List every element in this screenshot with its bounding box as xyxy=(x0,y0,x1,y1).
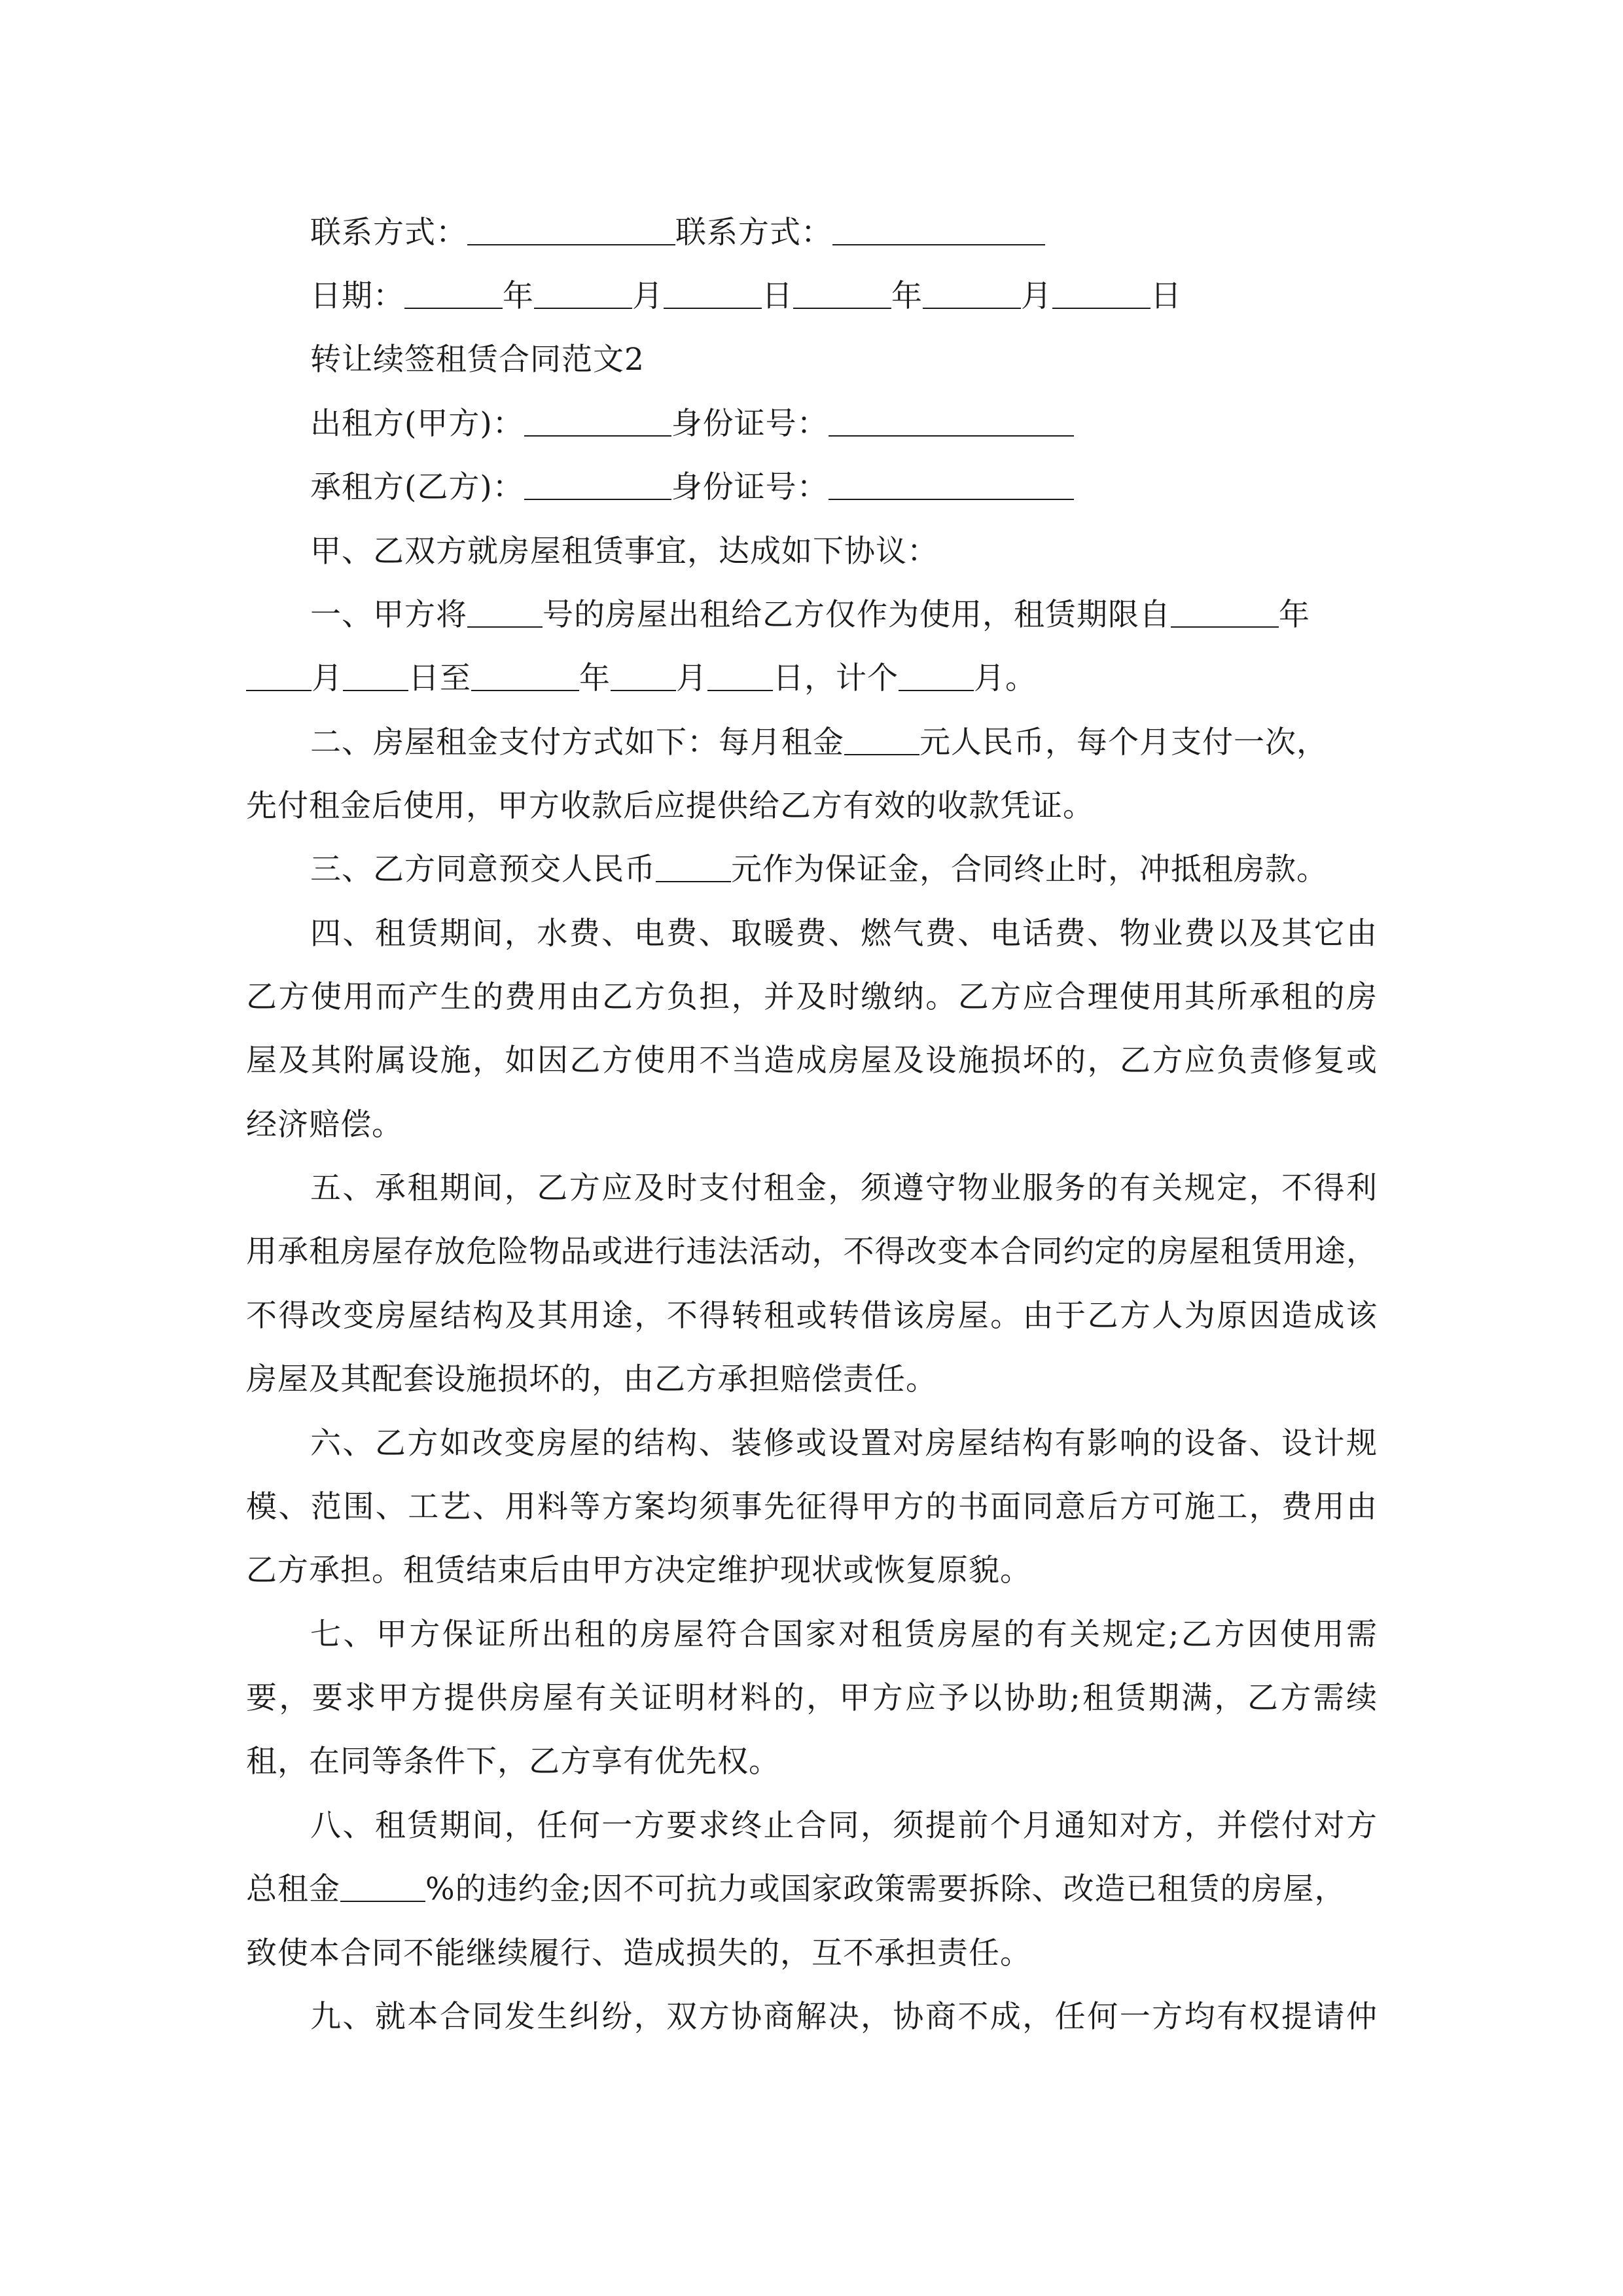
date-month: 月 xyxy=(632,278,664,314)
clause1-text-h: 日，计个 xyxy=(773,660,899,696)
clause8-line3: 致使本合同不能继续履行、造成损失的，互不承担责任。 xyxy=(246,1935,1031,1971)
lessor-line xyxy=(310,399,1074,443)
clause2-line2: 先付租金后使用，甲方收款后应提供给乙方有效的收款凭证。 xyxy=(246,788,1094,824)
intro-line: 甲、乙双方就房屋租赁事宜，达成如下协议： xyxy=(310,533,938,569)
doc-title: 转让续签租赁合同范文2 xyxy=(310,342,645,378)
clause7-line3: 租，在同等条件下，乙方享有优先权。 xyxy=(246,1744,780,1780)
clause1-text-c: 年 xyxy=(1279,597,1310,633)
date-year: 年 xyxy=(503,278,534,314)
lessor-id-label: 身份证号： xyxy=(671,406,829,442)
date-month-2: 月 xyxy=(1021,278,1052,314)
contact-line xyxy=(310,208,1045,252)
contact-label-a: 联系方式： xyxy=(310,215,467,251)
contact-blank-a xyxy=(467,218,675,245)
clause2-text-a: 二、房屋租金支付方式如下：每月租金 xyxy=(310,725,844,761)
contact-blank-b xyxy=(832,218,1045,245)
clause7-line2: 要，要求甲方提供房屋有关证明材料的，甲方应予以协助;租赁期满，乙方需续 xyxy=(246,1680,1378,1716)
date-year-2: 年 xyxy=(891,278,923,314)
contact-label-b: 联系方式： xyxy=(675,215,832,251)
clause5-line1: 五、承租期间，乙方应及时支付租金，须遵守物业服务的有关规定，不得利 xyxy=(310,1170,1378,1206)
clause8-text-b: %的违约金;因不可抗力或国家政策需要拆除、改造已租赁的房屋， xyxy=(425,1871,1346,1907)
clause3-text-a: 三、乙方同意预交人民币 xyxy=(310,852,656,888)
clause1-text-e: 日至 xyxy=(408,660,471,696)
clause6-line2: 模、范围、工艺、用料等方案均须事先征得甲方的书面同意后方可施工，费用由 xyxy=(246,1489,1378,1525)
clause3-line xyxy=(310,845,1328,889)
clause1-text-b: 号的房屋出租给乙方仅作为使用，租赁期限自 xyxy=(543,597,1171,633)
date-line xyxy=(310,272,1182,315)
date-label: 日期： xyxy=(310,278,404,314)
clause4-line4: 经济赔偿。 xyxy=(246,1107,403,1143)
clause5-line2: 用承租房屋存放危险物品或进行违法活动，不得改变本合同约定的房屋租赁用途， xyxy=(246,1234,1378,1270)
date-day-2: 日 xyxy=(1150,278,1182,314)
clause8-line1: 八、租赁期间，任何一方要求终止合同，须提前个月通知对方，并偿付对方 xyxy=(310,1808,1378,1844)
clause8-line2 xyxy=(246,1865,1346,1909)
clause1-text-a: 一、甲方将 xyxy=(310,597,467,633)
clause2-line1 xyxy=(310,718,1328,762)
clause1-text-f: 年 xyxy=(579,660,611,696)
clause1-line1 xyxy=(310,590,1310,634)
clause5-line4: 房屋及其配套设施损坏的，由乙方承担赔偿责任。 xyxy=(246,1361,937,1397)
clause4-line3: 屋及其附属设施，如因乙方使用不当造成房屋及设施损坏的，乙方应负责修复或 xyxy=(246,1043,1378,1079)
clause4-line1: 四、租赁期间，水费、电费、取暖费、燃气费、电话费、物业费以及其它由 xyxy=(310,916,1378,952)
clause2-text-b: 元人民币，每个月支付一次， xyxy=(919,725,1328,761)
date-day: 日 xyxy=(762,278,793,314)
lessor-label: 出租方(甲方)： xyxy=(310,406,524,442)
clause6-line1: 六、乙方如改变房屋的结构、装修或设置对房屋结构有影响的设备、设计规 xyxy=(310,1426,1378,1462)
clause5-line3: 不得改变房屋结构及其用途，不得转租或转借该房屋。由于乙方人为原因造成该 xyxy=(246,1298,1378,1334)
clause1-text-g: 月 xyxy=(676,660,707,696)
clause4-line2: 乙方使用而产生的费用由乙方负担，并及时缴纳。乙方应合理使用其所承租的房 xyxy=(246,979,1378,1015)
clause1-text-d: 月 xyxy=(312,660,343,696)
clause1-text-i: 月。 xyxy=(974,660,1037,696)
clause8-text-a: 总租金 xyxy=(246,1871,340,1907)
clause1-line2 xyxy=(246,654,1037,698)
lessee-id-label: 身份证号： xyxy=(671,469,829,505)
clause9-line1: 九、就本合同发生纠纷，双方协商解决，协商不成，任何一方均有权提请仲 xyxy=(310,1999,1378,2035)
clause6-line3: 乙方承担。租赁结束后由甲方决定维护现状或恢复原貌。 xyxy=(246,1552,1031,1588)
clause7-line1: 七、甲方保证所出租的房屋符合国家对租赁房屋的有关规定;乙方因使用需 xyxy=(310,1617,1378,1653)
lessee-line xyxy=(310,463,1074,507)
clause3-text-b: 元作为保证金，合同终止时，冲抵租房款。 xyxy=(731,852,1328,888)
lessee-label: 承租方(乙方)： xyxy=(310,469,524,505)
